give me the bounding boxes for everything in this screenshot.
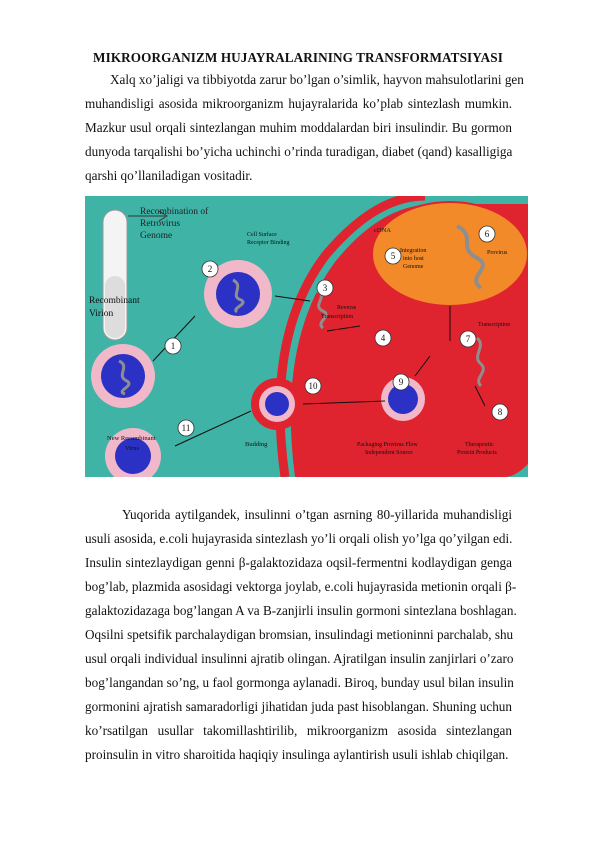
paragraph-line: gormonini ajratish samaradorligi jihatidan juda past hisoblangan. Shuning uchun [85, 699, 512, 714]
label-packaging: Independent Source [365, 450, 413, 456]
paragraph-line: usuli asosida, e.coli hujayrasida sintezlash yo’li orqali olish yo’lga qo’yilgan edi. [85, 531, 513, 546]
label-budding: Budding [245, 441, 268, 448]
main-paragraph [85, 503, 517, 767]
step-number-7: 7 [465, 334, 471, 344]
paragraph-line: usul orqali individual insulinni ajratib olingan. Ajratilgan insulin zanjirlari o’zaro [85, 651, 514, 666]
label-cell-surface: Cell Surface [247, 232, 277, 238]
label-reverse-transcription: Transcription [321, 314, 354, 320]
label-integration: Integration [400, 248, 427, 254]
step-number-6: 6 [484, 229, 490, 239]
paragraph-line: dunyoda tarqalishi bo’yicha uchinchi o’rinda turadigan, diabet (qand) kasalligiga [85, 144, 513, 159]
step-number-3: 3 [322, 283, 328, 293]
paragraph-line: Mazkur usul orqali sintezlangan muhim moddalardan biri insulindir. Bu gormon [85, 120, 512, 135]
page-title: MIKROORGANIZM HUJAYRALARINING TRANSFORMATSIYASI [93, 50, 503, 65]
label-recombinant-virion: Recombinant [89, 296, 140, 306]
step-number-9: 9 [398, 377, 404, 387]
paragraph-line: Xalq xo’jaligi va tibbiyotda zarur bo’lgan o’simlik, hayvon mahsulotlarini gen [110, 72, 524, 87]
label-therapeutic: Therapeutic [465, 442, 494, 448]
paragraph-line: proinsulin in vitro sharoitida haqiqiy insulinga aylantirish usuli ishlab chiqilgan. [85, 747, 509, 762]
paragraph-line: bog’lab, plazmida asosidagi vektorga joylab, e.coli hujayrasida metionin orqali β- [85, 579, 517, 594]
step-number-4: 4 [380, 333, 386, 343]
budding-virion [251, 378, 303, 430]
label-recombination: Genome [140, 231, 173, 241]
label-recombination: Retrovirus [140, 219, 181, 229]
step-number-5: 5 [390, 251, 396, 261]
label-cell-surface: Receptor Binding [247, 240, 290, 246]
step-number-11: 11 [181, 423, 191, 433]
step-number-10: 10 [308, 381, 318, 391]
label-new-virions: Virus [125, 445, 140, 452]
retrovirus-transformation-diagram [85, 196, 528, 477]
paragraph-line: Yuqorida aytilgandek, insulinni o’tgan asrning 80-yillarida muhandisligi [122, 507, 512, 522]
label-cdna: cDNA [374, 227, 391, 234]
paragraph-line: bog’langandan so’ng, u faol gormonga aylanadi. Biroq, bunday usul bilan insulin [85, 675, 514, 690]
intro-paragraph [85, 68, 524, 188]
step-number-8: 8 [497, 407, 503, 417]
recombinant-virion [91, 344, 155, 408]
label-provirus: Provirus [487, 250, 508, 256]
label-integration: into host [403, 256, 424, 262]
paragraph-line: Oqsilni spetsifik parchalaydigan bromsian, insulindagi metioninni parchalab, shu [85, 627, 514, 642]
label-transcription: Transcription [478, 322, 511, 328]
label-recombination: Recombination of [140, 207, 209, 217]
paragraph-line: muhandisligi asosida mikroorganizm hujayralarida ko’plab sintezlash mumkin. [85, 96, 512, 111]
paragraph-line: ko’rsatilgan usullar takomillashtirilib, mikroorganizm asosida sintezlangan [85, 723, 512, 738]
paragraph-line: Insulin sintezlaydigan genni β-galaktozidaza oqsil-fermentni kodlaydigan genga [85, 555, 512, 570]
label-packaging: Packaging Provirus Flow [357, 442, 418, 448]
label-therapeutic: Protein Products [457, 450, 497, 456]
label-recombinant-virion: Virion [89, 309, 114, 319]
paragraph-line: galaktozidazaga bog’langan A va B-zanjirli insulin gormoni sintezlana boshlagan. [85, 603, 517, 618]
step-number-1: 1 [170, 341, 176, 351]
paragraph-line: qarshi qo’llaniladigan vositadir. [85, 168, 253, 183]
label-new-virions: New Recombinant [107, 435, 156, 442]
label-integration: Genome [403, 264, 424, 270]
label-reverse-transcription: Reverse [337, 305, 357, 311]
step-number-2: 2 [207, 264, 213, 274]
